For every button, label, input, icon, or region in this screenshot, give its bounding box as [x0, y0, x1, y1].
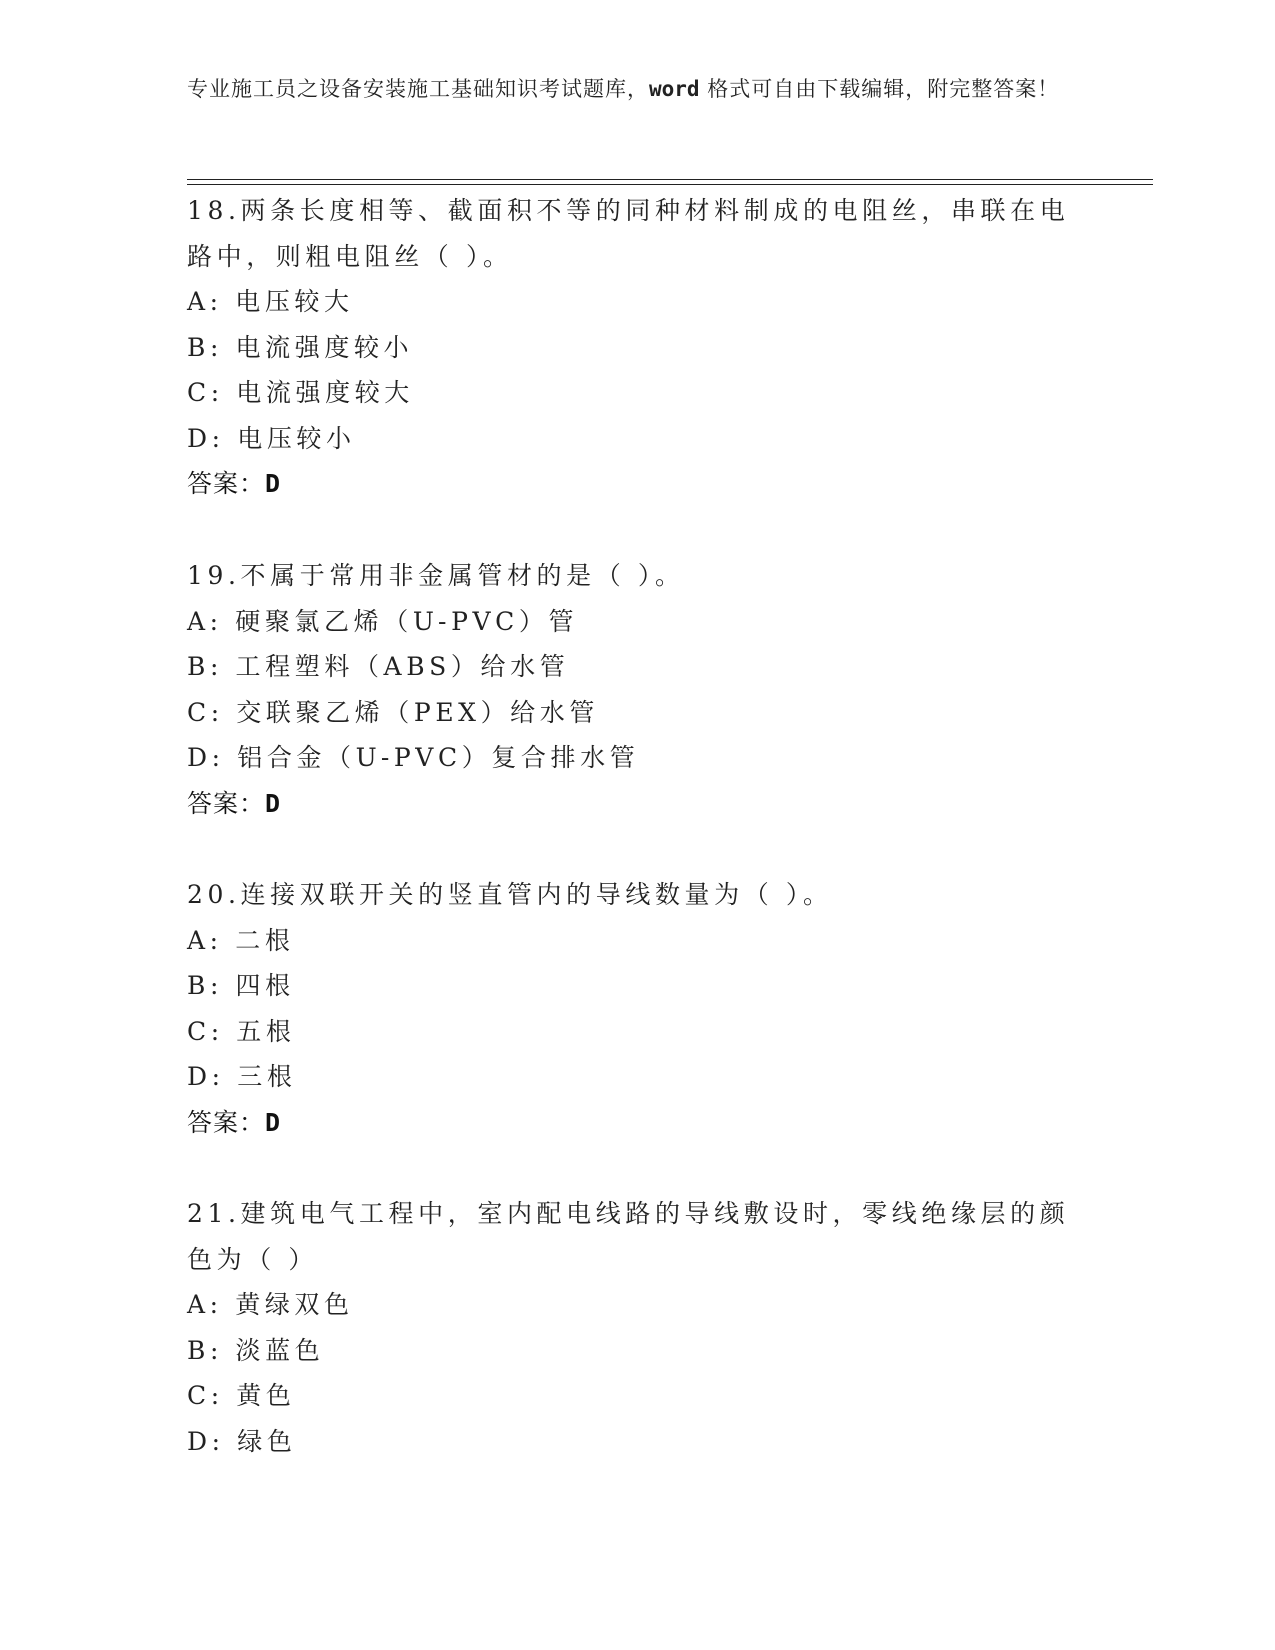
option-b: B: 淡蓝色: [187, 1335, 325, 1365]
option-a: A: 电压较大: [187, 287, 354, 316]
option-b: B: 工程塑料（ABS）给水管: [187, 652, 570, 681]
option-b: B: 四根: [187, 971, 295, 1000]
header-text-part2: 格式可自由下载编辑，附完整答案！: [699, 77, 1060, 101]
answer-line: [187, 461, 1087, 507]
question-stem: 18.两条长度相等、截面积不等的同种材料制成的电阻丝，串联在电路中，则粗电阻丝（ ）。: [187, 196, 1070, 271]
option-c: C: 黄色: [187, 1381, 296, 1410]
answer-value: D: [265, 788, 282, 818]
option-a: A: 黄绿双色: [187, 1290, 354, 1319]
answer-value: D: [265, 1107, 282, 1137]
question-18: [187, 188, 1087, 507]
question-stem: 21.建筑电气工程中，室内配电线路的导线敷设时，零线绝缘层的颜色为（ ）: [187, 1199, 1070, 1274]
option-a: A: 二根: [187, 925, 295, 955]
question-21: [187, 1191, 1087, 1464]
option-d: D: 绿色: [187, 1426, 297, 1456]
option-d: D: 铝合金（U-PVC）复合排水管: [187, 743, 640, 772]
question-20: [187, 872, 1087, 1145]
option-b: B: 电流强度较小: [187, 332, 414, 362]
question-19: [187, 553, 1087, 826]
option-c: C: 电流强度较大: [187, 378, 414, 407]
option-d: D: 三根: [187, 1062, 297, 1091]
option-c: C: 交联聚乙烯（PEX）给水管: [187, 697, 599, 727]
header-text-word: word: [649, 77, 700, 101]
answer-line: [187, 781, 1087, 827]
answer-line: [187, 1100, 1087, 1146]
question-stem: 19.不属于常用非金属管材的是（ ）。: [187, 561, 685, 590]
option-d: D: 电压较小: [187, 423, 356, 453]
question-stem: 20.连接双联开关的竖直管内的导线数量为（ ）。: [187, 880, 833, 909]
answer-label: 答案：: [187, 1107, 266, 1137]
answer-label: 答案：: [187, 788, 266, 818]
header-divider-bottom: [187, 184, 1153, 185]
answer-value: D: [265, 469, 282, 498]
document-header: [187, 74, 1067, 105]
header-divider-top: [187, 179, 1153, 180]
option-c: C: 五根: [187, 1016, 296, 1046]
answer-label: 答案：: [187, 469, 266, 498]
option-a: A: 硬聚氯乙烯（U-PVC）管: [187, 606, 579, 636]
header-text-part1: 专业施工员之设备安装施工基础知识考试题库，: [187, 77, 649, 101]
